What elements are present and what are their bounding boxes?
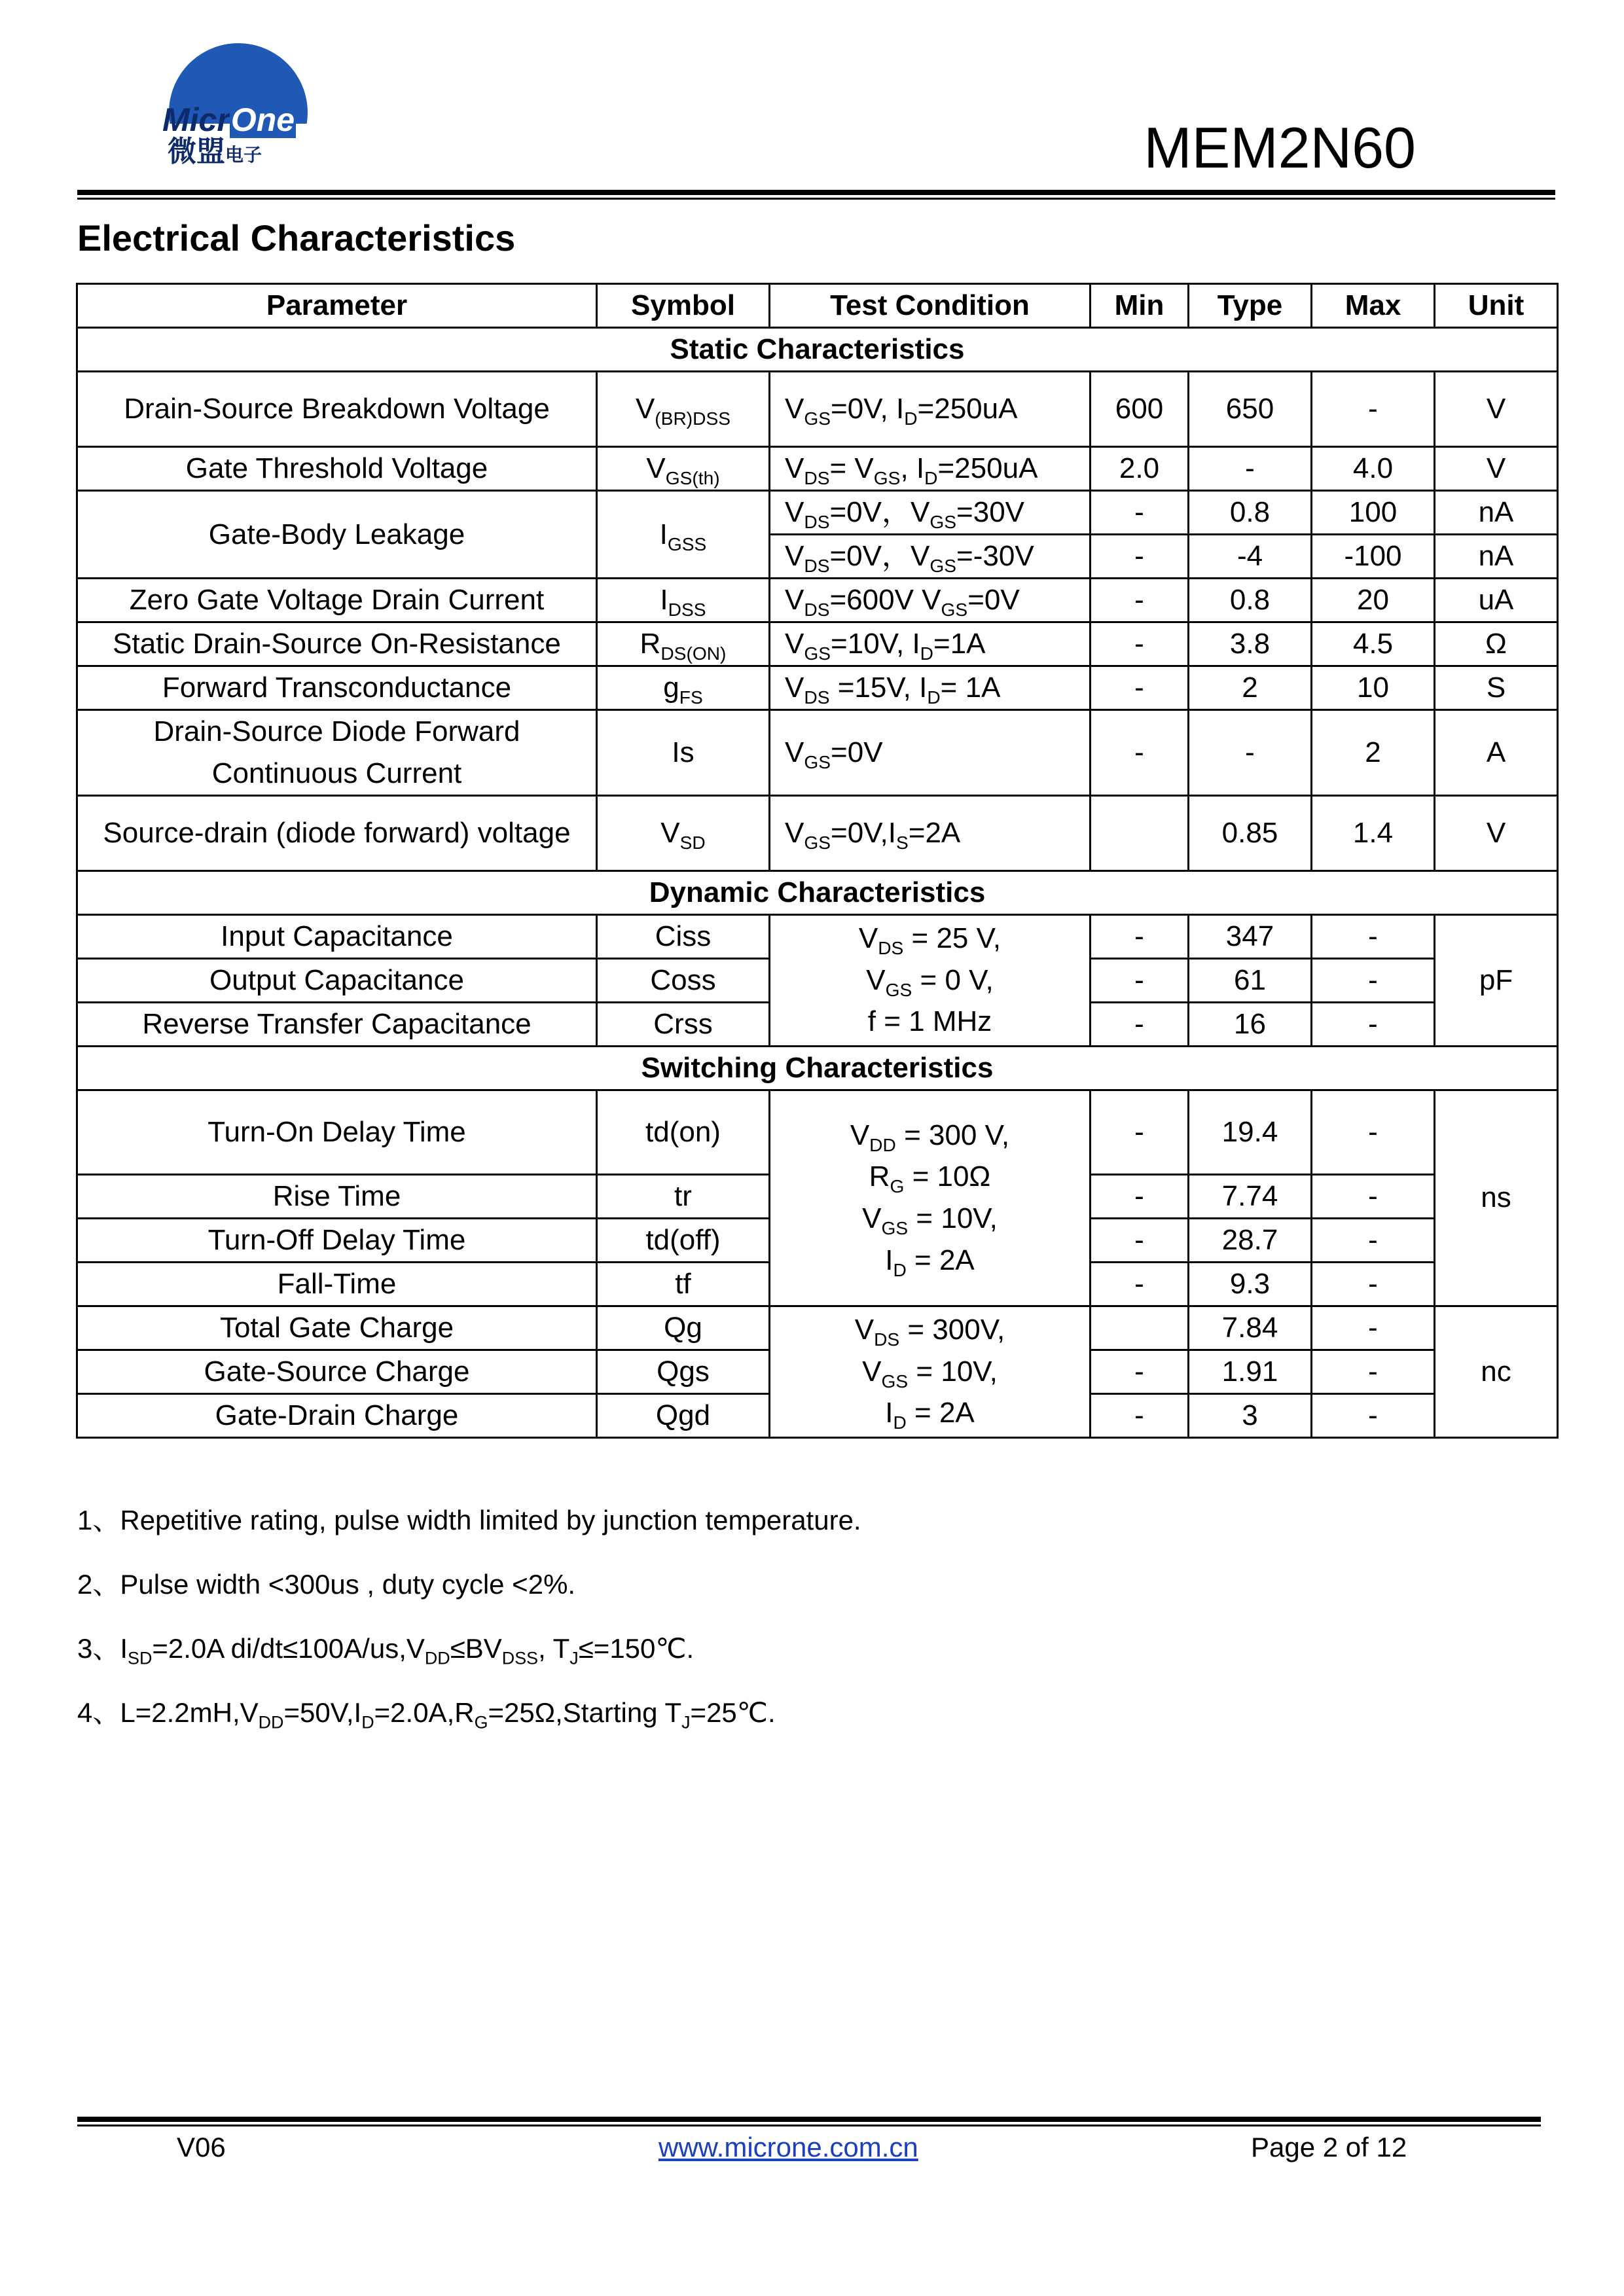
min-cell: - <box>1091 491 1189 535</box>
max-cell: - <box>1312 1002 1435 1046</box>
section-row-dynamic <box>77 870 1558 914</box>
typ-cell: 28.7 <box>1189 1218 1312 1262</box>
param-cell: Total Gate Charge <box>77 1306 597 1350</box>
unit-cell: uA <box>1435 579 1558 622</box>
min-cell: - <box>1091 622 1189 666</box>
param-line-1: Drain-Source Diode Forward <box>153 715 520 747</box>
col-header-unit: Unit <box>1435 284 1558 328</box>
section-label: Switching Characteristics <box>77 1046 1558 1090</box>
symbol-cell: Ciss <box>597 914 770 958</box>
section-row-switching <box>77 1046 1558 1090</box>
table-row <box>77 491 1558 535</box>
condition-cell: $V_{GS}=0V$ <box>770 710 1091 796</box>
logo-wordmark: MicrOne <box>162 101 295 138</box>
min-cell: - <box>1091 666 1189 710</box>
logo-chinese-name: 微盟电子 <box>168 135 262 168</box>
min-cell: 2.0 <box>1091 447 1189 491</box>
table-row <box>77 710 1558 796</box>
footer-page-number: Page 2 of 12 <box>1251 2132 1407 2162</box>
typ-cell: 2 <box>1189 666 1312 710</box>
unit-cell: nA <box>1435 491 1558 535</box>
param-cell: Turn-On Delay Time <box>77 1090 597 1174</box>
typ-cell: 9.3 <box>1189 1262 1312 1306</box>
min-cell: - <box>1091 535 1189 579</box>
col-header-symbol: Symbol <box>597 284 770 328</box>
table-row <box>77 447 1558 491</box>
condition-line-2: $V_{GS} = 10V$, <box>862 1355 998 1391</box>
table-row <box>77 1090 1558 1174</box>
condition-cell: $V_{DS}=0V$，$V_{GS}=30V$ <box>770 491 1091 535</box>
typ-cell: -4 <box>1189 535 1312 579</box>
symbol-cell: tr <box>597 1174 770 1218</box>
condition-cell: $V_{DS} =15V$, $I_D= 1A$ <box>770 666 1091 710</box>
unit-cell: Ω <box>1435 622 1558 666</box>
symbol-cell: Coss <box>597 958 770 1002</box>
footer-rule-thick <box>77 2117 1541 2122</box>
table-row <box>77 372 1558 447</box>
typ-cell: 16 <box>1189 1002 1312 1046</box>
min-cell: - <box>1091 1174 1189 1218</box>
min-cell: - <box>1091 1090 1189 1174</box>
unit-cell: nc <box>1435 1306 1558 1437</box>
condition-line-3: $V_{GS} = 10V$, <box>862 1202 998 1238</box>
section-label: Dynamic Characteristics <box>77 870 1558 914</box>
param-cell <box>77 710 597 796</box>
max-cell: - <box>1312 914 1435 958</box>
condition-line-1: $V_{DS} = 25$ V, <box>858 922 1001 958</box>
min-cell: - <box>1091 958 1189 1002</box>
param-cell: Rise Time <box>77 1174 597 1218</box>
condition-line-1: $V_{DS} = 300V$, <box>854 1313 1005 1350</box>
table-row <box>77 622 1558 666</box>
param-cell: Gate-Source Charge <box>77 1350 597 1393</box>
footer-rule-thin <box>77 2125 1541 2126</box>
max-cell: - <box>1312 1090 1435 1174</box>
unit-cell: ns <box>1435 1090 1558 1306</box>
header-rule-thin <box>77 198 1555 200</box>
symbol-cell: $g_{FS}$ <box>597 666 770 710</box>
note-2: 2、Pulse width <300us , duty cycle <2%. <box>77 1569 576 1600</box>
typ-cell: 3.8 <box>1189 622 1312 666</box>
max-cell: 2 <box>1312 710 1435 796</box>
note-3: 3、$I_{SD}=2.0A$ $di/dt\le 100A/us,V_{DD}\le BV_{DSS}$, $T_J\le=150℃$. <box>77 1633 695 1668</box>
condition-cell <box>770 1090 1091 1306</box>
condition-cell: $V_{DS}=0V$，$V_{GS}=-30V$ <box>770 535 1091 579</box>
param-cell: Gate-Body Leakage <box>77 491 597 579</box>
table-header-row <box>77 284 1558 328</box>
typ-cell: 3 <box>1189 1393 1312 1437</box>
min-cell: - <box>1091 914 1189 958</box>
max-cell: - <box>1312 372 1435 447</box>
document-title: MEM2N60 <box>1144 115 1416 180</box>
symbol-cell: Is <box>597 710 770 796</box>
min-cell <box>1091 1306 1189 1350</box>
col-header-min: Min <box>1091 284 1189 328</box>
min-cell: - <box>1091 1262 1189 1306</box>
param-cell: Static Drain-Source On-Resistance <box>77 622 597 666</box>
min-cell <box>1091 795 1189 870</box>
electrical-characteristics-table <box>76 283 1559 1439</box>
param-line-2: Continuous Current <box>211 757 462 789</box>
symbol-cell: $I_{DSS}$ <box>597 579 770 622</box>
min-cell: - <box>1091 710 1189 796</box>
typ-cell: 7.84 <box>1189 1306 1312 1350</box>
symbol-cell: $V_{GS(th)}$ <box>597 447 770 491</box>
min-cell: 600 <box>1091 372 1189 447</box>
typ-cell: - <box>1189 447 1312 491</box>
symbol-cell: Qg <box>597 1306 770 1350</box>
condition-line-2: $V_{GS} = 0$ V, <box>866 963 994 1000</box>
max-cell: 20 <box>1312 579 1435 622</box>
unit-cell: nA <box>1435 535 1558 579</box>
section-label: Static Characteristics <box>77 328 1558 372</box>
condition-line-3: f = 1 MHz <box>867 1005 992 1038</box>
unit-cell: V <box>1435 795 1558 870</box>
max-cell: 1.4 <box>1312 795 1435 870</box>
min-cell: - <box>1091 1393 1189 1437</box>
condition-cell <box>770 914 1091 1046</box>
typ-cell: 347 <box>1189 914 1312 958</box>
param-cell: Reverse Transfer Capacitance <box>77 1002 597 1046</box>
max-cell: 10 <box>1312 666 1435 710</box>
typ-cell: 1.91 <box>1189 1350 1312 1393</box>
max-cell: -100 <box>1312 535 1435 579</box>
table-row <box>77 579 1558 622</box>
condition-line-1: $V_{DD} = 300$ V, <box>850 1119 1010 1155</box>
max-cell: - <box>1312 1262 1435 1306</box>
symbol-cell: $R_{DS(ON)}$ <box>597 622 770 666</box>
section-title: Electrical Characteristics <box>77 217 516 259</box>
condition-line-2: $R_G = 10\Omega$ <box>869 1160 991 1197</box>
symbol-cell: Qgs <box>597 1350 770 1393</box>
col-header-test-condition: Test Condition <box>770 284 1091 328</box>
param-cell: Turn-Off Delay Time <box>77 1218 597 1262</box>
typ-cell: - <box>1189 710 1312 796</box>
symbol-cell: $I_{GSS}$ <box>597 491 770 579</box>
param-cell: Gate-Drain Charge <box>77 1393 597 1437</box>
max-cell: 100 <box>1312 491 1435 535</box>
param-cell: Source-drain (diode forward) voltage <box>77 795 597 870</box>
note-4: 4、$L=2.2mH,V_{DD}=50V,I_D=2.0A,R_G=25\Omega,Starting$ $T_J=25℃$. <box>77 1697 776 1732</box>
unit-cell: A <box>1435 710 1558 796</box>
table-row <box>77 795 1558 870</box>
condition-line-4: $I_D = 2A$ <box>885 1244 975 1280</box>
unit-cell: V <box>1435 447 1558 491</box>
header-rule-thick <box>77 190 1555 195</box>
table-row <box>77 914 1558 958</box>
table-row <box>77 666 1558 710</box>
note-1: 1、Repetitive rating, pulse width limited by junction temperature. <box>77 1505 861 1535</box>
unit-cell: S <box>1435 666 1558 710</box>
typ-cell: 0.85 <box>1189 795 1312 870</box>
param-cell: Drain-Source Breakdown Voltage <box>77 372 597 447</box>
unit-cell: pF <box>1435 914 1558 1046</box>
min-cell: - <box>1091 1218 1189 1262</box>
max-cell: - <box>1312 1350 1435 1393</box>
symbol-cell: tf <box>597 1262 770 1306</box>
param-cell: Gate Threshold Voltage <box>77 447 597 491</box>
symbol-cell: Crss <box>597 1002 770 1046</box>
max-cell: - <box>1312 1306 1435 1350</box>
footer-website-link[interactable]: www.microne.com.cn <box>659 2132 918 2162</box>
param-cell: Input Capacitance <box>77 914 597 958</box>
typ-cell: 19.4 <box>1189 1090 1312 1174</box>
min-cell: - <box>1091 1002 1189 1046</box>
unit-cell: V <box>1435 372 1558 447</box>
max-cell: - <box>1312 1218 1435 1262</box>
param-cell: Fall-Time <box>77 1262 597 1306</box>
max-cell: 4.0 <box>1312 447 1435 491</box>
col-header-type: Type <box>1189 284 1312 328</box>
condition-cell: $V_{DS}= V_{GS}$, $I_D=250uA$ <box>770 447 1091 491</box>
typ-cell: 650 <box>1189 372 1312 447</box>
max-cell: 4.5 <box>1312 622 1435 666</box>
symbol-cell: $V_{(BR)DSS}$ <box>597 372 770 447</box>
condition-cell: $V_{DS}=600V$ $V_{GS}=0V$ <box>770 579 1091 622</box>
max-cell: - <box>1312 1174 1435 1218</box>
table-row <box>77 1306 1558 1350</box>
condition-cell: $V_{GS}=10V$, $I_D=1A$ <box>770 622 1091 666</box>
param-cell: Zero Gate Voltage Drain Current <box>77 579 597 622</box>
condition-cell <box>770 1306 1091 1437</box>
typ-cell: 61 <box>1189 958 1312 1002</box>
typ-cell: 0.8 <box>1189 491 1312 535</box>
condition-cell: $V_{GS}=0V$, $I_D=250uA$ <box>770 372 1091 447</box>
col-header-max: Max <box>1312 284 1435 328</box>
param-cell: Forward Transconductance <box>77 666 597 710</box>
min-cell: - <box>1091 579 1189 622</box>
typ-cell: 0.8 <box>1189 579 1312 622</box>
min-cell: - <box>1091 1350 1189 1393</box>
condition-line-3: $I_D = 2A$ <box>885 1397 975 1433</box>
typ-cell: 7.74 <box>1189 1174 1312 1218</box>
company-logo <box>162 43 313 174</box>
max-cell: - <box>1312 1393 1435 1437</box>
symbol-cell: td(off) <box>597 1218 770 1262</box>
condition-cell: $V_{GS}=0V,I_S=2A$ <box>770 795 1091 870</box>
footer-version: V06 <box>177 2132 226 2162</box>
section-row-static <box>77 328 1558 372</box>
param-cell: Output Capacitance <box>77 958 597 1002</box>
symbol-cell: td(on) <box>597 1090 770 1174</box>
symbol-cell: $V_{SD}$ <box>597 795 770 870</box>
col-header-parameter: Parameter <box>77 284 597 328</box>
symbol-cell: Qgd <box>597 1393 770 1437</box>
max-cell: - <box>1312 958 1435 1002</box>
